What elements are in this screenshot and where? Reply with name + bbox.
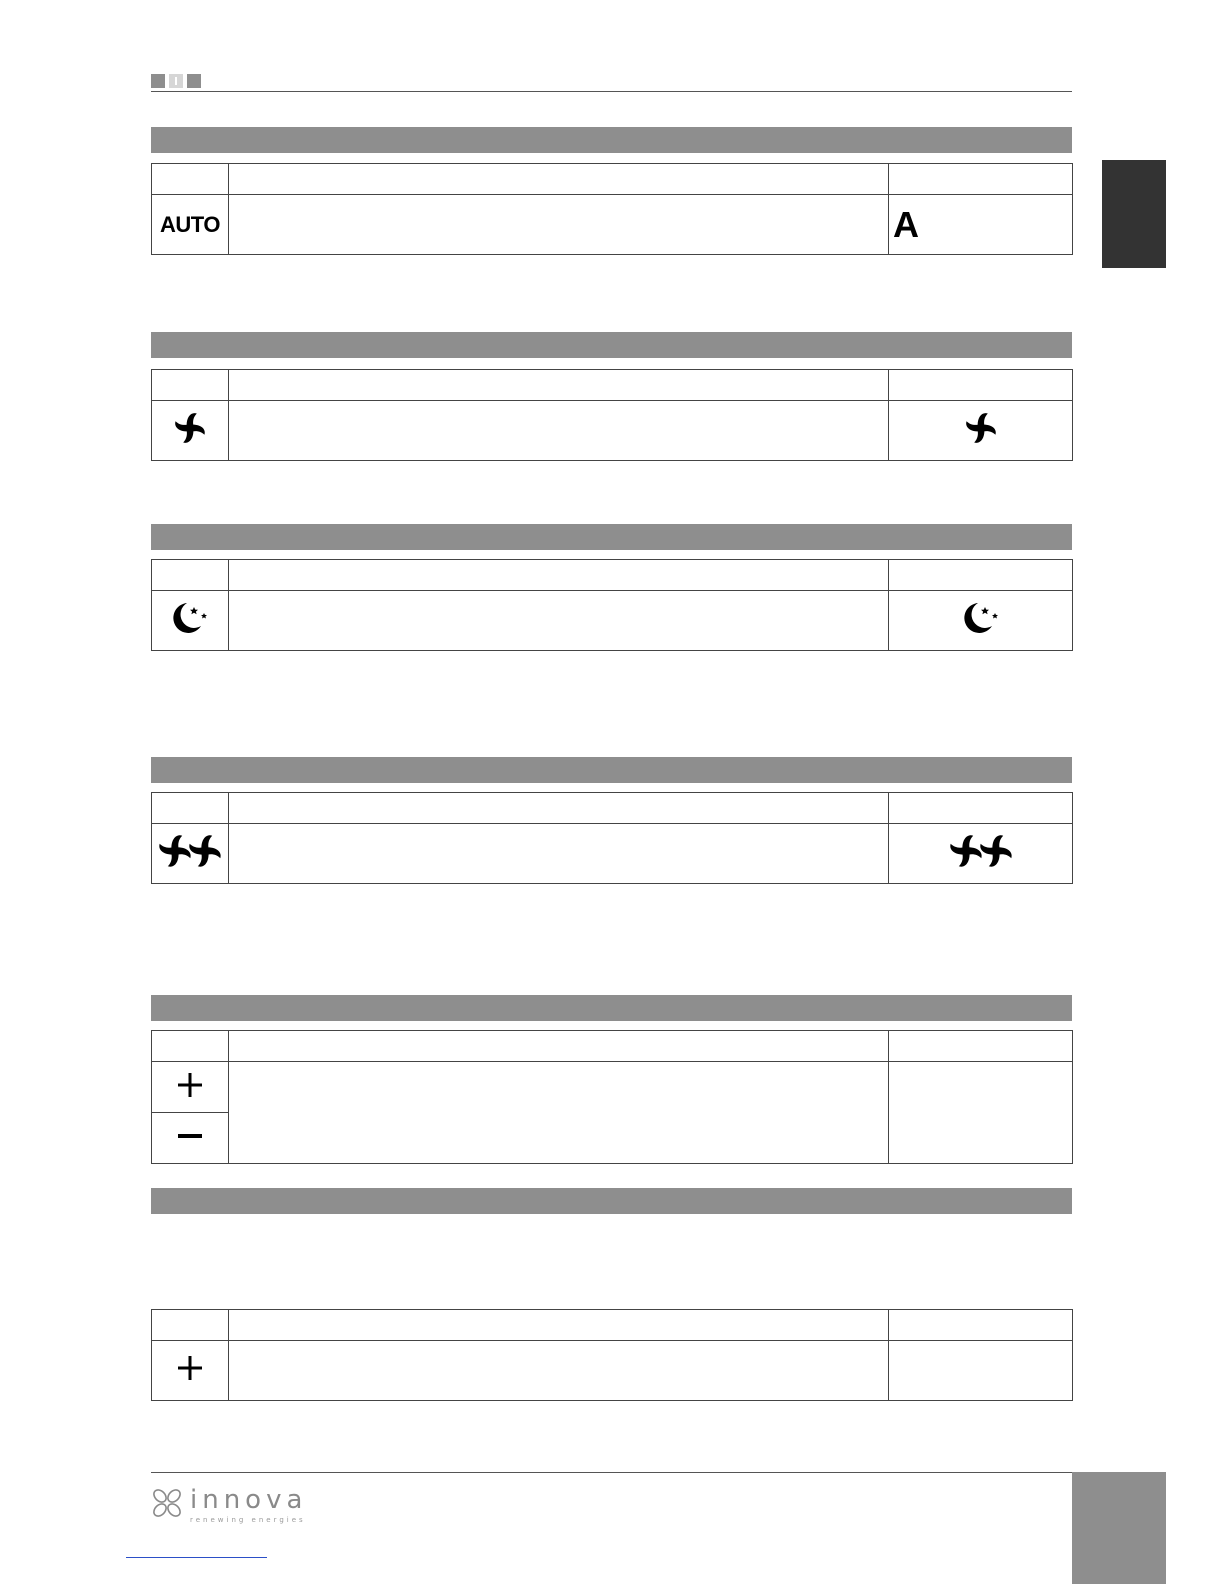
logo-wordmark: innova xyxy=(190,1485,308,1515)
section-bar-6 xyxy=(151,1188,1072,1214)
section-table-auto xyxy=(151,163,1073,255)
plus-icon xyxy=(152,1062,229,1113)
description-cell xyxy=(229,1341,889,1401)
butterfly-logo-icon xyxy=(150,1486,184,1520)
moon-stars-icon xyxy=(152,591,229,651)
header-square xyxy=(151,74,165,88)
header-cell xyxy=(152,560,229,591)
header-cell xyxy=(229,164,889,195)
header-cell xyxy=(889,164,1073,195)
header-cell xyxy=(152,1031,229,1062)
plus-icon xyxy=(152,1341,229,1401)
header-cell xyxy=(152,1310,229,1341)
header-cell xyxy=(889,1310,1073,1341)
auto-button-icon: AUTO xyxy=(152,195,229,255)
description-cell xyxy=(229,195,889,255)
display-cell xyxy=(889,1062,1073,1164)
description-cell xyxy=(229,1062,889,1164)
header-cell xyxy=(229,560,889,591)
footer-page-box xyxy=(1072,1472,1166,1584)
section-bar-sleep xyxy=(151,524,1072,550)
header-rule xyxy=(151,91,1072,92)
header-cell xyxy=(889,793,1073,824)
description-cell xyxy=(229,591,889,651)
header-cell xyxy=(229,370,889,401)
logo-tagline: renewing energies xyxy=(190,1516,306,1524)
header-cell xyxy=(889,1031,1073,1062)
header-cell xyxy=(152,793,229,824)
header-cell xyxy=(152,370,229,401)
header-cell xyxy=(152,164,229,195)
double-fan-icon xyxy=(889,824,1073,884)
header-squares xyxy=(151,74,201,88)
section-bar-auto xyxy=(151,127,1072,153)
header-cell xyxy=(229,793,889,824)
header-cell xyxy=(229,1310,889,1341)
innova-logo xyxy=(150,1486,307,1524)
fan-icon xyxy=(152,401,229,461)
footer-rule xyxy=(151,1472,1072,1473)
letter-a-icon: A xyxy=(889,195,1073,255)
section-table-temp xyxy=(151,1030,1073,1164)
section-table-6 xyxy=(151,1309,1073,1401)
header-cell xyxy=(889,370,1073,401)
header-square-marked xyxy=(169,74,183,88)
footer-link-underline[interactable] xyxy=(126,1557,267,1558)
header-cell xyxy=(229,1031,889,1062)
double-fan-icon xyxy=(152,824,229,884)
section-table-fan xyxy=(151,369,1073,461)
description-cell xyxy=(229,824,889,884)
section-table-sleep xyxy=(151,559,1073,651)
header-cell xyxy=(889,560,1073,591)
fan-icon xyxy=(889,401,1073,461)
moon-stars-icon xyxy=(889,591,1073,651)
section-bar-temp xyxy=(151,995,1072,1021)
header-square xyxy=(187,74,201,88)
description-cell xyxy=(229,401,889,461)
minus-icon xyxy=(152,1113,229,1164)
section-table-turbo xyxy=(151,792,1073,884)
side-language-tab xyxy=(1102,160,1166,268)
display-cell xyxy=(889,1341,1073,1401)
section-bar-turbo xyxy=(151,757,1072,783)
section-bar-fan xyxy=(151,332,1072,358)
